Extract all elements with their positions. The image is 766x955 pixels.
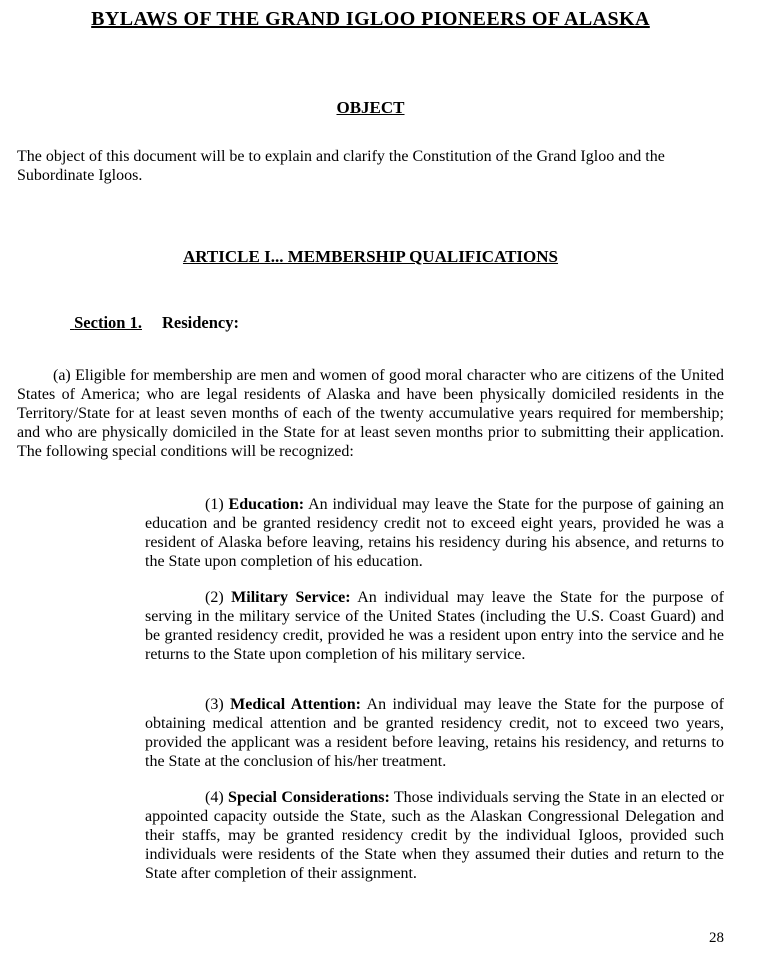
section-1-title: Residency: (161, 313, 239, 332)
page-number: 28 (709, 930, 724, 946)
condition-1-text: An individual may leave the State for the purpose of gaining an education and be granted residency credit not to exceed eight years, provided he was a resident of Alaska before leaving, retains his residency during his absence, and returns to the State upon completion of his education. (145, 496, 725, 570)
condition-3-text: An individual may leave the State for the purpose of obtaining medical attention and be granted residency credit, not to exceed two years, provided the applicant was a resident before leaving, retains his residency, and returns to the State at the conclusion of his/her treatment. (145, 696, 725, 770)
article-1-heading-text: ARTICLE I... MEMBERSHIP QUALIFICATIONS (182, 247, 559, 266)
document-title-text: BYLAWS OF THE GRAND IGLOO PIONEERS OF ALASKA (91, 8, 650, 30)
condition-3-label: Medical Attention: (230, 696, 361, 713)
condition-4-text: Those individuals serving the State in an elected or appointed capacity outside the State, such as the Alaskan Congressional Delegation and their staffs, may be granted residency credit by the individual Igloos, provided such individuals were residents of the State when they assumed their duties and return to the State after completion of their assignment. (145, 789, 725, 882)
condition-1-label: Education: (228, 496, 305, 513)
condition-2-number: (2) (205, 589, 224, 606)
condition-2-label: Military Service: (231, 589, 351, 606)
document-title (17, 8, 724, 31)
object-paragraph: The object of this document will be to explain and clarify the Constitution of the Grand Igloo and the Subordinate Igloos. (17, 148, 665, 184)
condition-item-special-considerations (145, 788, 724, 883)
condition-item-medical-attention (145, 695, 724, 771)
condition-4-label: Special Considerations: (228, 789, 390, 806)
section-1-line (70, 313, 239, 333)
paragraph-a: (a) Eligible for membership are men and women of good moral character who are citizens of the United States of America; who are legal residents of Alaska and have been physically domiciled residents in the Territory/State for at least seven months of each of the twenty accumulative years required for membership; and who are physically domiciled in the State for at least seven months prior to submitting their application. The following special conditions will be recognized: (17, 367, 724, 460)
object-heading-text: OBJECT (336, 98, 405, 117)
condition-item-military-service (145, 588, 724, 664)
condition-3-number: (3) (205, 696, 224, 713)
section-1-label: Section 1. (74, 313, 142, 332)
article-1-heading (17, 247, 724, 267)
condition-item-education (145, 495, 724, 571)
condition-1-number: (1) (205, 496, 224, 513)
object-heading (17, 98, 724, 118)
condition-2-text: An individual may leave the State for the purpose of serving in the military service of the United States (including the U.S. Coast Guard) and be granted residency credit, provided he was a resident upon entry into the service and he returns to the State upon completion of his military service. (145, 589, 724, 663)
condition-4-number: (4) (205, 789, 224, 806)
